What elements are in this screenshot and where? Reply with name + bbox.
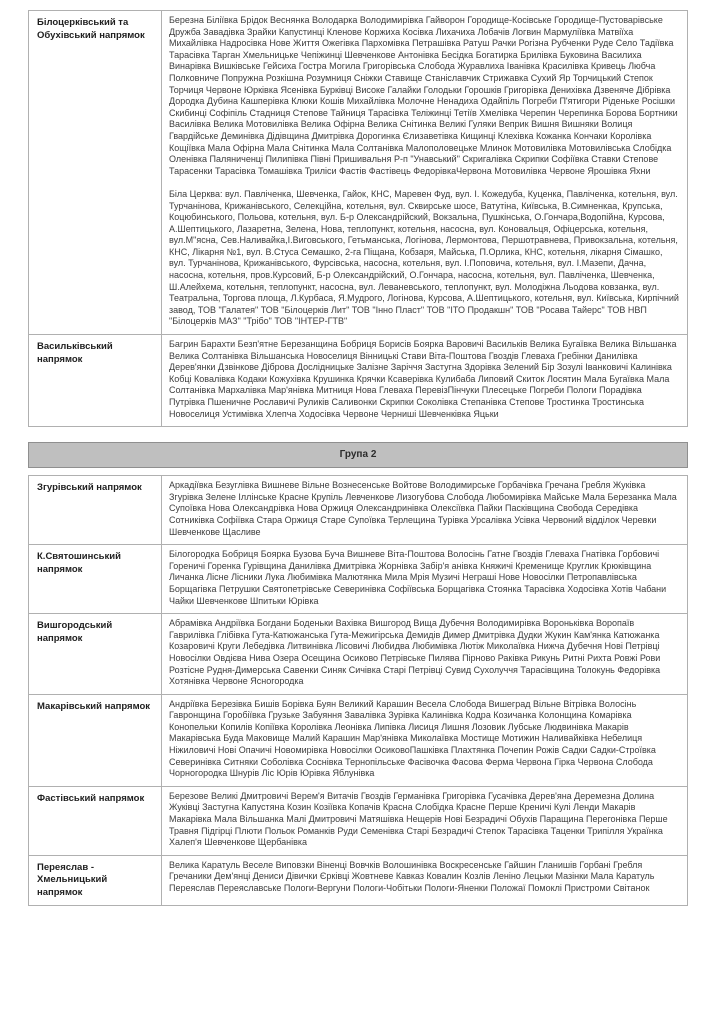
direction-settlements xyxy=(162,855,688,906)
settlements-paragraph: Аркадіївка Безуглівка Вишневе Вільне Вознесенське Войтове Володимирське Горбачівка Гречана Гребля Жуківка Згурівка Зелене Іллінське Красне Крупіль Левченкове Лизогубова Слобода Любомирівка Майське Мала Березанка Мала Супоївка Нова Олександрівка Нова Оржиця Олександринівка Олексіївка Пайки Пасківщина Свобода Середівка Сотниківка Софіївка Стара Оржиця Старе Супоївка Терлещина Турівка Урсалівка Усівка Червоний відділок Черевки Шевченкове Щасливе xyxy=(169,480,677,537)
direction-label: Переяслав - Хмельницький напрямок xyxy=(29,855,162,906)
direction-label: Згурівський напрямок xyxy=(29,476,162,545)
direction-settlements xyxy=(162,786,688,855)
direction-label: К.Святошинський напрямок xyxy=(29,545,162,614)
table-row xyxy=(29,786,688,855)
table-row xyxy=(29,855,688,906)
direction-settlements xyxy=(162,335,688,427)
table-row xyxy=(29,614,688,695)
settlements-paragraph: Березове Великі Дмитровичі Верем'я Витачів Гвоздів Германівка Григорівка Гусачівка Дерев'яна Деремезна Долина Жуківці Застугна Капустяна Козин Козіївка Копачів Красна Слобідка Красне Перше Креничі Кулі Ленди Макарів Макарівка Мала Вільшанка Малі Дмитровичі Матяшівка Нещерів Нові Безрадичі Обухів Паращина Перегонівка Перше Травня Підгірці Плюти Польок Романків Руди Семенівка Старі Безрадичі Степок Тарасівка Таценки Трипілля Українка Халеп'я Шевченкове Щербанівка xyxy=(169,790,668,848)
direction-label: Вишгородський напрямок xyxy=(29,614,162,695)
settlements-paragraph: Багрин Барахти Безп'ятне Березанщина Бобриця Борисів Боярка Варовичі Васильків Велика Бугаївка Велика Вільшанка Велика Солтанівка Вільшанська Новоселиця Вінницькі Стави Віта-Поштова Гвоздів Глеваха Гребінки Данилівка Дерев'янки Дзвінкове Діброва Дослідницьке Залізне Заріччя Застугна Здорівка Зелений Бір Зозулі Іванковичі Калинівка Кобці Ковалівка Кодаки Кожухівка Крушинка Крячки Ксаверівка Кулибаба Липовий Скиток Лосятин Мала Бугаївка Мала Солтанівка Мархалівка Мар'янівка Митниця Нова Глеваха ПеревізПінчуки Плесецьке Погреби Пологи Порадівка Путрівка Пшеничне Рославичі Руликів Саливонки Скрипки Соколівка Степанівка Степове Тростинка Тростинська Новоселиця Устимівка Хлепча Ходосівка Червоне Черниші Шевченківка Яцьки xyxy=(169,339,677,419)
table-row xyxy=(29,694,688,786)
group2-header: Група 2 xyxy=(28,442,688,468)
direction-settlements xyxy=(162,694,688,786)
settlements-paragraph: Березна Біліївка Брідок Веснянка Володарка Володимирівка Гайворон Городище-Косівське Городище-Пустоварівське Дружба Завадівка Зрайки Капустинці Кленове Коржиха Косівка Лихачиха Лобачів Логвин Мармуліївка Матвіїха Михайлівка Надросівка Нове Життя Ожегівка Пархомівка Петрашівка Ратуш Рачки Рогізна Рубченки Руде Село Тадіївка Тарасівка Тарган Хмельницьке Чепіжинці Шевченкове Антонівка Бесідка Богатирка Брилівка Буковина Василиха Винарівка Вишківське Гейсиха Гостра Могила Григорівська Слобода Журавлиха Іванівка Красилівка Кривець Любча Полковниче Попружна Розкішна Розумниця Сніжки Ставище Станіславчик Стрижавка Сухий Яр Торчицький Степок Торчиця Червоне Юрківка Ясенівка Бурківці Високе Галайки Голодьки Горошків Григорівка Денихівка Дзвеняче Дібрівка Дородка Дубина Кашперівка Клюки Кошів Михайлівка Молочне Ненадиха Одайпіль Погреби П'ятигори Ріденьке Росішки Скибинці Софіпіль Стадниця Степове Тайниця Тарасівка Теліжинці Тетіїв Хмелівка Черепин Черепинка Борова Бортники Василівка Велика Мотовилівка Велика Офірна Велика Снітинка Великі Гуляки Веприк Вишня Вишняки Волиця Гвардійське Деминівка Дідівщина Дмитрівка Дорогинка Єлизаветівка Кищинці Клехівка Кожанка Кончаки Королівка Кощіївка Мала Офірна Мала Снітинка Мала Солтанівка Малополовецьке Млинок Мотовилівка Мотовилівська Слобідка Оленівка Паляниченці Пилипівка Півні Пришивальня Р-п "Унавський" Скригалівка Скрипки Софіївка Ставки Степове Тарасенки Тарасівка Томашівка Триліси Фастів Фастівець ФедорівкаЧервона Мотовилівка Червоне Ярошівка Яхни xyxy=(169,15,678,176)
group1-table xyxy=(28,10,688,427)
table-row xyxy=(29,11,688,335)
settlements-paragraph: Білогородка Бобриця Боярка Бузова Буча Вишневе Віта-Поштова Волосінь Гатне Гвоздів Глеваха Гнатівка Горбовичі Гореничі Горенка Гурівщина Данилівка Дмитрівка Жорнівка Забір'я анівка Княжичі Кременище Круглик Крюківщина Личанка Лісне Лісники Лука Любимівка Малютянка Мила Мрія Музичі Неграші Нове Новосілки Петропавлівська Борщагівка Петрушки Святопетрівське Северинівка Софіївська Борщагівка Стоянка Тарасівка Ходосівка Хотів Чабани Чайки Шевченкове Шпитьки Юрівка xyxy=(169,549,667,606)
direction-settlements xyxy=(162,614,688,695)
group2-table xyxy=(28,475,688,906)
settlements-paragraph: Велика Каратуль Веселе Виповзки Віненці Вовчків Волошинівка Воскресенське Гайшин Гланишів Горбані Гребля Гречаники Дем'янці Дениси Дівички Єрківці Жовтневе Кавказ Ковалин Козлів Леніно Лецьки Мазінки Мала Каратуль Переяслав Переяславське Пологи-Вергуни Пологи-Чобітьки Пологи-Яненки Положаї Помоклі Пристроми Світанок xyxy=(169,859,655,893)
direction-settlements xyxy=(162,11,688,335)
table-row xyxy=(29,335,688,427)
document-page xyxy=(28,10,688,906)
direction-label: Фастівський напрямок xyxy=(29,786,162,855)
settlements-paragraph: Андріївка Березівка Бишів Борівка Буян Великий Карашин Весела Слобода Вишеград Вільне Вітрівка Волосінь Гавронщина Горобіївка Грузьке Забуяння Завалівка Зурівка Калинівка Кодра Козичанка Колонщина Комарівка Конопельки Копилів Копіївка Королівка Леонівка Липівка Лисиця Лишня Лозовик Лубське Людвинівка Макарів Макарівська Буда Маковище Малий Карашин Мар'янівка Миколаївка Мостище Мотижин Наливайківка Небелиця Ніжиловичі Нові Опачичі Новомирівка Новосілки ОсиковоПашківка Плахтянка Почепин Рожів Садки Садки-Строївка Северинівка Ситняки Соболівка Соснівка Тернопільське Фасівочка Фасова Ферма Червона Гірка Червона Слобода Чорногородка Шнурів Ліс Юрів Юрівка Яблунівка xyxy=(169,698,656,779)
direction-settlements xyxy=(162,545,688,614)
city-streets-paragraph: Біла Церква: вул. Павліченка, Шевченка, Гайок, КНС, Маревен Фуд, вул. І. Кожедуба, Куценка, Павліченка, котельня, вул. Турчанінова, Крижанівського, Селекційна, котельня, вул. Сквирське шосе, Ватутіна, Київська, В.Симненкаа, Крупська, Коцюбинського, Польова, котельня, вул. Б-р Олександрійский, Вокзальна, Пушкінська, О.Гончара,Водопійна, Курсова, А.Шептицького, Лазаретна, Зелена, Нова, теплопункт, котельня, насосна, вул. Коновальця, Офіцерська, котельня, вул.М"ясна, Сев.Наливайка,І.Виговського, Гетьманська, Логінова, Лермонтова, Першотравнева, Привокзальна, котельня, КНС, Лікарня №1, вул. В.Стуса Семашко, 2-га Піщана, Кобзаря, Майська, П.Орлика, КНС, котельня, лікарня Сімашко, вул. Турчанінова, Крижанівського, Фурсівська, насосна, котельня, вул. І.Поповича, котельня, вул. І.Мазепи, Дачна, насосна, котельня, пров.Курсовий, Б-р Олександрійский, О.Гончара, насосна, котельня, вул. Павліченка, Шевченка, Ш.Алейхема, котельня, теплопункт, насосна, вул. Леваневського, теплопункт, вул. Молодіжна Льодова ковзанка, вул. Театральна, Торгова площа, Л.Курбаса, Я.Мудрого, Логінова, Курсова, А.Шептицького, котельня, вул. Київська, Кирпічний завод, ТОВ "Галатея" ТОВ "Білоцерків Лит" ТОВ "Інно Пласт" ТОВ "ІТО Продакшн" ТОВ "Росава Тайерс" ТОВ НВП "Білоцерків МАЗ" "Трібо" ТОВ "ІНТЕР-ГТВ" xyxy=(169,188,679,327)
settlements-paragraph: Абрамівка Андріївка Богдани Боденьки Вахівка Вишгород Вища Дубечня Володимирівка Вороньківка Воропаїв Гаврилівка Глібівка Гута-Катюжанська Гута-Межигірська Демидів Димер Дмитрівка Дудки Жукин Кам'янка Катюжанка Козаровичі Круги Лебедівка Литвинівка Лісовичі Любидва Любимівка Лютіж Миколаївка Нижча Дубечня Нові Петрівці Новосілки Овдієва Нива Озера Осещина Осиково Петрівське Пилява Пірново Раківка Рикунь Ритні Рихта Ровжі Рови Розтісне Рудня-Димерська Савенки Синяк Сичівка Старі Петрівці Сувид Сухолуччя Тарасівщина Толокунь Федорівка Хотянівка Червоне Ясногородка xyxy=(169,618,661,687)
direction-label: Білоцерківський та Обухівський напрямок xyxy=(29,11,162,335)
table-row xyxy=(29,545,688,614)
direction-settlements xyxy=(162,476,688,545)
direction-label: Макарівський напрямок xyxy=(29,694,162,786)
direction-label: Васильківський напрямок xyxy=(29,335,162,427)
table-row xyxy=(29,476,688,545)
